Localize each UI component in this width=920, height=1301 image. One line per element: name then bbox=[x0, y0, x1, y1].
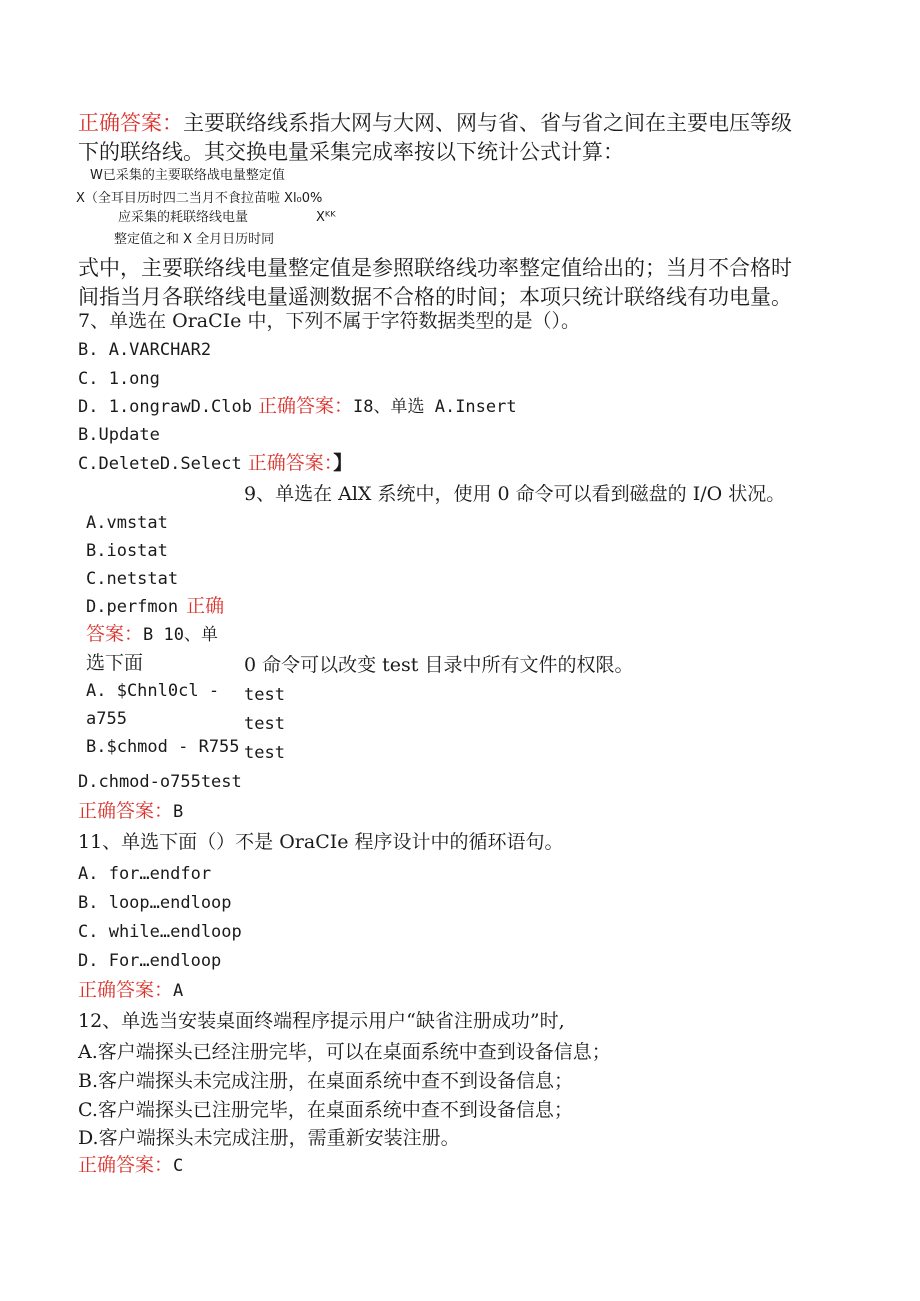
formula-denominator-right: Xᴷᴷ bbox=[316, 210, 336, 225]
q12-answer-line: 正确答案：C bbox=[78, 1154, 184, 1176]
q10-right-col-2: test bbox=[244, 714, 285, 734]
answer-label: 正确答案： bbox=[247, 452, 334, 474]
answer-label: 正确答案： bbox=[78, 800, 174, 822]
formula-bottom: 整定值之和 X 全月日历时同 bbox=[114, 232, 275, 247]
intro-line-4: 间指当月各联络线电量遥测数据不合格的时间；本项只统计联络线有功电量。 bbox=[78, 285, 792, 309]
q12-option-d: D.客户端探头未完成注册，需重新安装注册。 bbox=[78, 1127, 460, 1149]
q9-option-a: A.vmstat bbox=[86, 513, 168, 533]
q10-option-d: D.chmod-o755test bbox=[78, 772, 242, 792]
q7-question: 7、单选在 OraCIe 中，下列不属于字符数据类型的是（）。 bbox=[78, 310, 580, 332]
intro-line-2: 下的联络线。其交换电量采集完成率按以下统计公式计算： bbox=[78, 140, 624, 164]
answer-label: 正确 bbox=[186, 595, 225, 617]
q7-option-b: B. A.VARCHAR2 bbox=[78, 340, 212, 360]
answer-label: 正确答案： bbox=[258, 395, 354, 417]
intro-line-1: 正确答案：主要联络线系指大网与大网、网与省、省与省之间在主要电压等级 bbox=[78, 111, 792, 135]
q10-right-col-1: test bbox=[244, 685, 285, 705]
answer-label: 正确答案： bbox=[78, 979, 174, 1001]
q11-option-a: A. for…endfor bbox=[78, 864, 212, 884]
q7-option-d-line: D. 1.ongrawD.Clob 正确答案：I8、单选 A.Insert bbox=[78, 395, 517, 417]
q7-option-c: C. 1.ong bbox=[78, 369, 160, 389]
q8-option-cd-line: C.DeleteD.Select 正确答案：】 bbox=[78, 452, 353, 474]
q12-option-a: A.客户端探头已经注册完毕，可以在桌面系统中查到设备信息； bbox=[78, 1041, 611, 1063]
q11-option-d: D. For…endloop bbox=[78, 951, 222, 971]
q11-option-b: B. loop…endloop bbox=[78, 893, 232, 913]
q9-option-d-line: D.perfmon 正确 bbox=[86, 595, 225, 617]
q9-question: 9、单选在 AlX 系统中，使用 0 命令可以看到磁盘的 I/O 状况。 bbox=[244, 483, 786, 505]
formula-denominator: 应采集的耗联络线电量 bbox=[118, 210, 249, 225]
intro-line-3: 式中，主要联络线电量整定值是参照联络线功率整定值给出的；当月不合格时 bbox=[78, 256, 792, 280]
formula-top: W已采集的主要联络战电量整定值 bbox=[90, 168, 285, 183]
q11-answer-line: 正确答案：A bbox=[78, 979, 184, 1001]
formula-main: X（全耳目历时四二当月不食拉苗啦 Xl₀0% bbox=[76, 191, 323, 206]
q9-option-b: B.iostat bbox=[86, 541, 168, 561]
q12-option-b: B.客户端探头未完成注册，在桌面系统中查不到设备信息； bbox=[78, 1070, 574, 1092]
q11-option-c: C. while…endloop bbox=[78, 922, 242, 942]
answer-label: 正确答案： bbox=[78, 111, 183, 135]
q9-answer-line: 答案：B 10、单 bbox=[86, 623, 218, 645]
q11-question: 11、单选下面（）不是 OraCIe 程序设计中的循环语句。 bbox=[78, 831, 564, 853]
q10-question-a: 选下面 bbox=[86, 652, 144, 674]
q10-right-col-3: test bbox=[244, 743, 285, 763]
q12-question: 12、单选当安装桌面终端程序提示用户“缺省注册成功”时, bbox=[78, 1010, 565, 1032]
q12-option-c: C.客户端探头已注册完毕，在桌面系统中查不到设备信息； bbox=[78, 1099, 573, 1121]
q8-option-b: B.Update bbox=[78, 425, 160, 445]
q10-option-b: B.$chmod - R755 bbox=[86, 737, 240, 757]
q10-option-a: A. $Chnl0cl - bbox=[86, 681, 220, 701]
answer-label: 正确答案： bbox=[78, 1154, 174, 1176]
answer-label: 答案： bbox=[86, 623, 144, 645]
q10-question-b: 0 命令可以改变 test 目录中所有文件的权限。 bbox=[244, 654, 634, 676]
q10-option-a-cont: a755 bbox=[86, 709, 127, 729]
q10-answer-line: 正确答案：B bbox=[78, 800, 184, 822]
q9-option-c: C.netstat bbox=[86, 569, 179, 589]
